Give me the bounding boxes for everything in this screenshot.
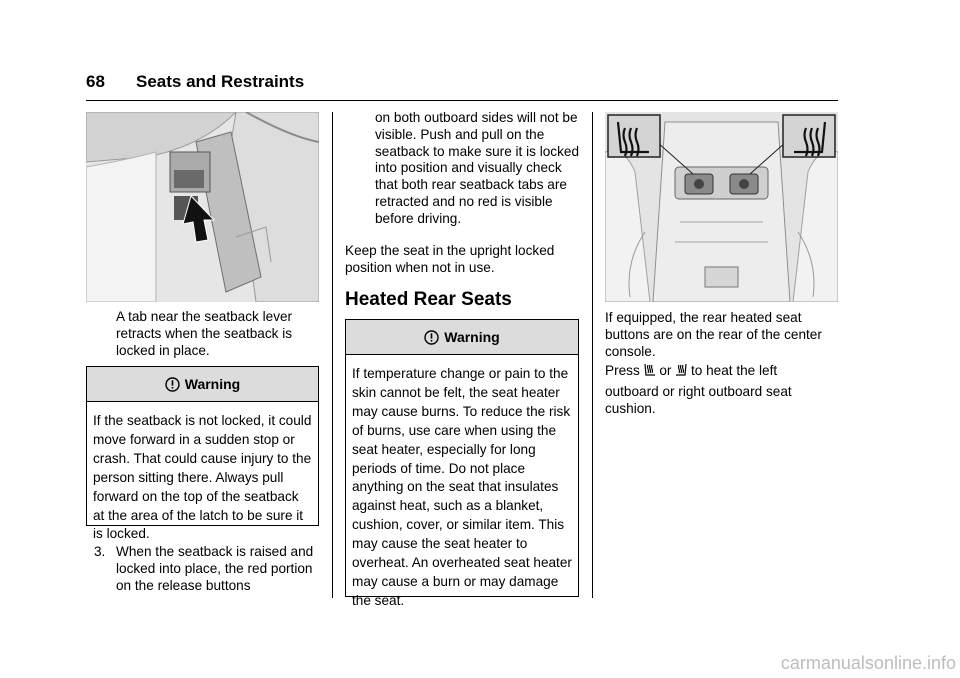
section-title: Seats and Restraints [136,72,305,91]
column-divider-2 [592,112,593,598]
step-3 [94,544,324,594]
warning-body: If the seatback is not locked, it could move forward in a sudden stop or crash. That could cause injury to the person sitting there. Always pull forward on the top of the seatback at the area of the latch to be sure it is locked. [93,413,312,542]
rear-console-illustration [605,112,838,302]
column-divider-1 [332,112,333,598]
warning-header [346,320,578,355]
page-header [86,70,838,101]
warning-icon [165,377,180,392]
warning-title: Warning [444,329,500,345]
step-number: 3. [94,544,106,559]
heated-rear-seats-heading: Heated Rear Seats [345,289,512,310]
keep-upright-note: Keep the seat in the upright locked position when not in use. [345,243,555,275]
heated-seat-warning-box [345,319,579,608]
seatback-lever-illustration [86,112,319,302]
right-seat-heater-icon [675,363,687,377]
right-seat-heater-icon [783,115,835,157]
warning-body: If temperature change or pain to the skin cannot be felt, the seat heater may cause burns. To reduce the risk of burns, use care when using the seat heater, especially for long periods of time. Do not place anything on the seat that insulates against heat, such as a blanket, cushion, cover, or similar item. This may cause the seat heater to overheat. An overheated seat heater may cause a burn or may damage the seat. [352,366,572,608]
left-seat-heater-icon [644,363,656,377]
step-3-continued: on both outboard sides will not be visible. Push and pull on the seatback to make sure it is locked into position and visually check that both rear seatback tabs are retracted and no red is visible before driving. [375,110,579,226]
image-caption: A tab near the seatback lever retracts when the seatback is locked in place. [116,309,293,358]
step-3-text: When the seatback is raised and locked into place, the red portion on the release buttons [116,544,314,593]
warning-title: Warning [184,376,241,392]
left-seat-heater-icon [608,115,660,157]
warning-icon [424,330,439,345]
page-number: 68 [86,72,105,91]
seatback-warning-box [86,366,319,542]
warning-header [87,367,318,402]
heated-seat-buttons-location: If equipped, the rear heated seat buttons are on the rear of the center console. [605,310,822,359]
watermark: carmanualsonline.info [780,653,956,673]
heated-seat-instructions: Press or to heat the left outboard or right outboard seat cushion. [605,363,792,416]
